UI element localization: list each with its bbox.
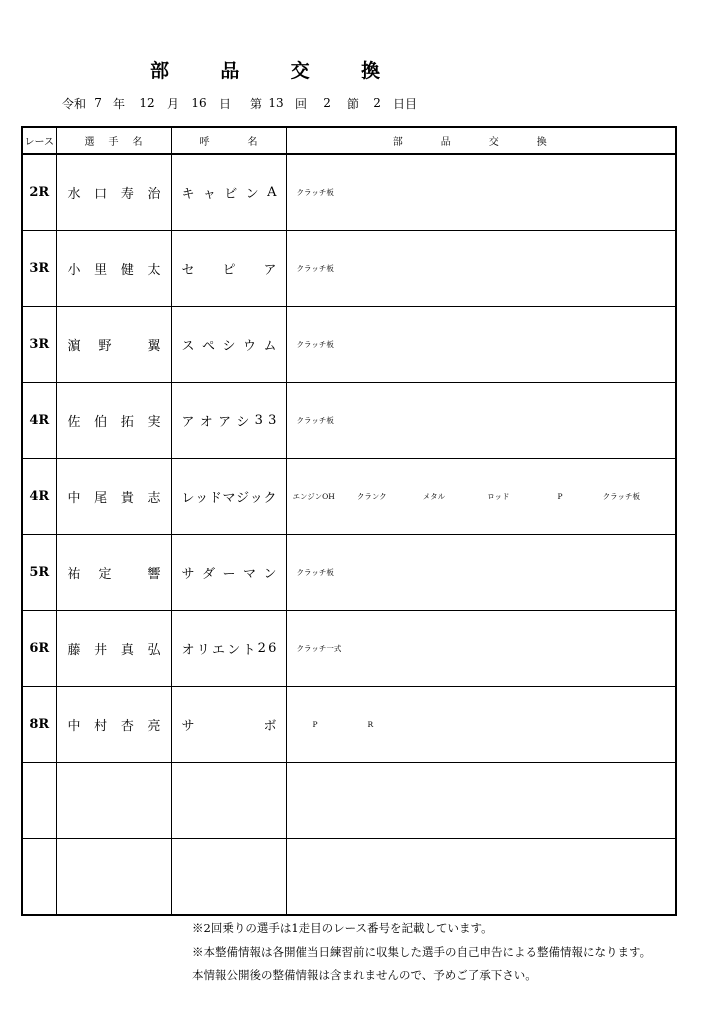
table-row xyxy=(22,611,676,687)
rider-name-cell xyxy=(56,763,171,839)
callname-char: サ xyxy=(181,719,195,734)
part-item: エンジンOH xyxy=(292,492,335,501)
section-number: 2 xyxy=(323,96,331,110)
callname-cell xyxy=(171,459,286,535)
callname-char: ッ xyxy=(195,491,209,506)
footnote: 本情報公開後の整備情報は含まれませんので、予めご了承下さい。 xyxy=(192,968,537,982)
race-cell: 4R xyxy=(22,383,56,459)
callname-char: ー xyxy=(222,567,236,582)
callname-cell xyxy=(171,535,286,611)
date-line xyxy=(62,94,420,112)
rider-name-char: 健 xyxy=(120,263,134,278)
month: 12 xyxy=(139,96,155,110)
race-cell: 8R xyxy=(22,687,56,763)
parts-cell xyxy=(286,459,676,535)
callname-char: リ xyxy=(196,643,210,658)
day-number: 2 xyxy=(373,96,381,110)
callname-char: シ xyxy=(222,339,236,354)
rider-name-char: 野 xyxy=(98,339,112,354)
callname-char: ャ xyxy=(202,187,216,202)
rider-name-cell xyxy=(56,307,171,383)
title-char: 交 xyxy=(290,59,310,82)
day-unit: 日 xyxy=(219,96,232,111)
callname-char: ア xyxy=(181,415,195,430)
part-item: クラッチ板 xyxy=(296,340,334,349)
callname-char: 3 xyxy=(268,413,277,428)
rider-name-char: 寿 xyxy=(120,187,134,202)
callname-cell xyxy=(171,307,286,383)
era: 令和 xyxy=(62,96,87,111)
callname-char: キ xyxy=(181,187,195,202)
rider-name-cell xyxy=(56,383,171,459)
callname-char: ボ xyxy=(263,719,277,734)
callname-char: 6 xyxy=(268,641,277,656)
callname-char: マ xyxy=(242,567,256,582)
callname-cell xyxy=(171,154,286,231)
rider-name-char: 水 xyxy=(67,187,81,202)
header-parts: 部 品 交 換 xyxy=(286,127,676,154)
part-item: メタル xyxy=(422,492,446,501)
rider-name-char: 村 xyxy=(94,719,108,734)
footnotes xyxy=(192,917,692,988)
callname-cell xyxy=(171,839,286,916)
callname-char: ア xyxy=(218,415,232,430)
parts-cell xyxy=(286,307,676,383)
rider-name-char: 濵 xyxy=(67,339,81,354)
rider-name-char: 口 xyxy=(94,187,108,202)
callname-char: ビ xyxy=(224,187,238,202)
callname-char: ジ xyxy=(236,491,250,506)
part-item: クラッチ一式 xyxy=(296,644,342,653)
part-item: クラッチ板 xyxy=(296,264,334,273)
rider-name-char: 中 xyxy=(67,491,81,506)
rider-name-char: 響 xyxy=(147,567,161,582)
part-item: P xyxy=(312,720,318,729)
year: 7 xyxy=(94,96,102,110)
part-item: クランク xyxy=(356,492,387,501)
rider-name-cell xyxy=(56,231,171,307)
race-cell xyxy=(22,763,56,839)
day: 16 xyxy=(191,96,207,110)
footnote: ※2回乗りの選手は1走目のレース番号を記載しています。 xyxy=(192,921,493,935)
parts-exchange-table xyxy=(21,126,677,916)
rider-name-char: 真 xyxy=(120,643,134,658)
rider-name-char: 亮 xyxy=(147,719,161,734)
callname-char: ス xyxy=(181,339,195,354)
race-cell: 3R xyxy=(22,231,56,307)
meet-number: 13 xyxy=(268,96,284,110)
rider-name-char: 志 xyxy=(147,491,161,506)
parts-cell xyxy=(286,231,676,307)
title-char: 品 xyxy=(220,59,240,82)
table-row xyxy=(22,307,676,383)
callname-char: サ xyxy=(181,567,195,582)
race-cell: 6R xyxy=(22,611,56,687)
part-item: R xyxy=(367,720,374,729)
rider-name-char: 拓 xyxy=(120,415,134,430)
rider-name-char: 治 xyxy=(147,187,161,202)
parts-cell xyxy=(286,763,676,839)
table-row xyxy=(22,383,676,459)
parts-cell xyxy=(286,383,676,459)
parts-cell xyxy=(286,535,676,611)
table-row xyxy=(22,839,676,916)
rider-name-char: 井 xyxy=(94,643,108,658)
rider-name-char: 里 xyxy=(94,263,108,278)
callname-char: ピ xyxy=(222,263,236,278)
callname-char: ン xyxy=(245,187,259,202)
callname-char: ウ xyxy=(242,339,256,354)
callname-char: オ xyxy=(199,415,213,430)
callname-char: ト xyxy=(242,643,256,658)
callname-cell xyxy=(171,687,286,763)
rider-name-cell xyxy=(56,839,171,916)
parts-cell xyxy=(286,687,676,763)
page-title xyxy=(150,55,380,83)
table-row xyxy=(22,687,676,763)
part-item: クラッチ板 xyxy=(296,568,334,577)
part-item: クラッチ板 xyxy=(296,416,334,425)
table-row xyxy=(22,154,676,231)
callname-char: A xyxy=(267,185,277,200)
part-item: ロッド xyxy=(487,492,510,501)
race-cell xyxy=(22,839,56,916)
day-number-unit: 日目 xyxy=(393,96,418,111)
part-item: クラッチ板 xyxy=(296,188,334,197)
callname-char: ダ xyxy=(201,567,215,582)
rider-name-cell xyxy=(56,611,171,687)
rider-name-cell xyxy=(56,535,171,611)
rider-name-char: 定 xyxy=(98,567,112,582)
rider-name-cell xyxy=(56,459,171,535)
parts-cell xyxy=(286,839,676,916)
rider-name-char: 貴 xyxy=(120,491,134,506)
callname-char: オ xyxy=(181,643,195,658)
callname-cell xyxy=(171,383,286,459)
month-unit: 月 xyxy=(167,96,180,111)
rider-name-cell xyxy=(56,154,171,231)
callname-char: マ xyxy=(222,491,236,506)
callname-char: ッ xyxy=(249,491,263,506)
rider-name-char: 祐 xyxy=(67,567,81,582)
rider-name-char: 太 xyxy=(147,263,161,278)
rider-name-char: 藤 xyxy=(67,643,81,658)
table-row xyxy=(22,763,676,839)
callname-cell xyxy=(171,231,286,307)
meet-unit: 回 xyxy=(295,96,308,111)
callname-cell xyxy=(171,763,286,839)
header-rider: 選 手 名 xyxy=(56,127,171,154)
callname-char: レ xyxy=(181,491,195,506)
rider-name-char: 杏 xyxy=(120,719,134,734)
rider-name-char: 佐 xyxy=(67,415,81,430)
header-callname: 呼 名 xyxy=(171,127,286,154)
callname-char: ペ xyxy=(201,339,215,354)
callname-char: シ xyxy=(236,415,250,430)
callname-char: 2 xyxy=(257,641,266,656)
rider-name-char: 小 xyxy=(67,263,81,278)
rider-name-char: 翼 xyxy=(147,339,161,354)
part-item: P xyxy=(557,492,563,501)
callname-char: ム xyxy=(263,339,277,354)
rider-name-char: 尾 xyxy=(94,491,108,506)
race-cell: 4R xyxy=(22,459,56,535)
rider-name-char: 弘 xyxy=(147,643,161,658)
callname-char: ク xyxy=(263,491,277,506)
table-row xyxy=(22,535,676,611)
meet-prefix: 第 xyxy=(250,96,263,111)
race-cell: 5R xyxy=(22,535,56,611)
callname-char: ド xyxy=(208,491,222,506)
year-unit: 年 xyxy=(113,96,126,111)
table-row xyxy=(22,231,676,307)
rider-name-char: 伯 xyxy=(94,415,108,430)
header-race: レース xyxy=(22,127,56,154)
parts-cell xyxy=(286,611,676,687)
title-char: 換 xyxy=(360,59,380,82)
callname-char: 3 xyxy=(254,413,263,428)
race-cell: 2R xyxy=(22,154,56,231)
part-item: クラッチ板 xyxy=(602,492,640,501)
section-unit: 節 xyxy=(347,96,360,111)
callname-char: ン xyxy=(227,643,241,658)
table-header-row xyxy=(22,127,676,154)
callname-char: ン xyxy=(263,567,277,582)
footnote: ※本整備情報は各開催当日練習前に収集した選手の自己申告による整備情報になります。 xyxy=(192,944,652,959)
parts-cell xyxy=(286,154,676,231)
callname-char: エ xyxy=(211,643,225,658)
rider-name-char: 実 xyxy=(147,415,161,430)
callname-char: セ xyxy=(181,263,195,278)
race-cell: 3R xyxy=(22,307,56,383)
callname-cell xyxy=(171,611,286,687)
callname-char: ア xyxy=(263,263,277,278)
title-char: 部 xyxy=(150,59,170,82)
rider-name-char: 中 xyxy=(67,719,81,734)
table-row xyxy=(22,459,676,535)
rider-name-cell xyxy=(56,687,171,763)
